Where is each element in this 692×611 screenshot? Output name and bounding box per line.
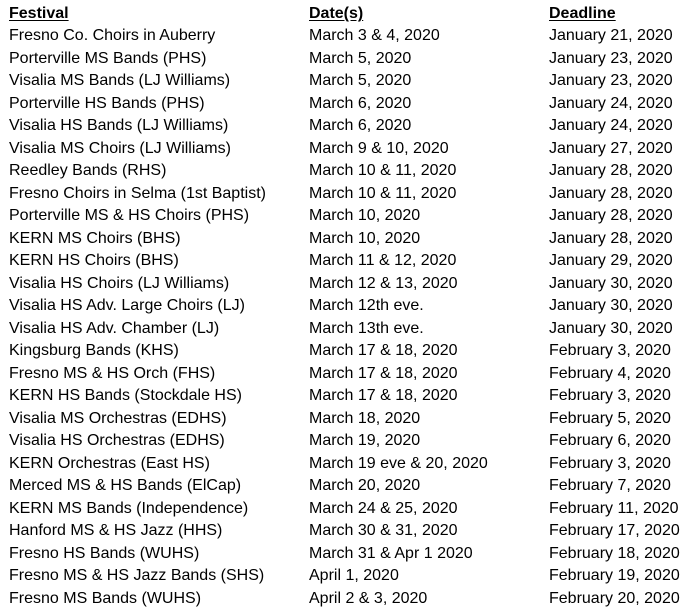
deadline-cell: February 5, 2020	[549, 409, 671, 427]
deadline-cell: February 6, 2020	[549, 432, 671, 449]
festival-cell: Reedley Bands (RHS)	[9, 162, 167, 179]
deadline-cell: January 24, 2020	[549, 94, 673, 112]
dates-cell: March 3 & 4, 2020	[309, 27, 440, 44]
deadline-cell: February 18, 2020	[549, 544, 680, 562]
deadline-cell: February 17, 2020	[549, 522, 680, 539]
table-row	[9, 48, 689, 71]
festival-cell: Fresno MS Bands (WUHS)	[9, 589, 202, 607]
table-row	[9, 543, 689, 566]
deadline-cell: January 28, 2020	[549, 162, 673, 179]
table-row	[9, 295, 689, 318]
dates-cell: March 6, 2020	[309, 117, 412, 134]
festival-cell: KERN HS Bands (Stockdale HS)	[9, 387, 242, 404]
header-deadline: Deadline	[549, 5, 616, 22]
dates-cell: March 19 eve & 20, 2020	[309, 454, 488, 472]
dates-cell: March 11 & 12, 2020	[309, 252, 457, 269]
deadline-cell: January 30, 2020	[549, 319, 673, 337]
table-row	[9, 385, 689, 408]
table-row	[9, 340, 689, 363]
dates-cell: March 17 & 18, 2020	[309, 364, 458, 382]
festival-cell: Porterville MS & HS Choirs (PHS)	[9, 207, 250, 224]
deadline-cell: January 30, 2020	[549, 274, 673, 292]
dates-cell: March 17 & 18, 2020	[309, 342, 458, 359]
header-festival: Festival	[9, 5, 69, 22]
dates-cell: March 31 & Apr 1 2020	[309, 544, 473, 562]
table-row	[9, 183, 689, 206]
festival-cell: Kingsburg Bands (KHS)	[9, 342, 179, 359]
table-row	[9, 273, 689, 296]
schedule-body	[9, 25, 689, 610]
deadline-cell: February 20, 2020	[549, 589, 680, 607]
dates-cell: March 10, 2020	[309, 229, 421, 247]
deadline-cell: February 7, 2020	[549, 477, 671, 494]
table-row	[9, 138, 689, 161]
table-row	[9, 588, 689, 611]
deadline-cell: February 3, 2020	[549, 387, 671, 404]
dates-cell: March 20, 2020	[309, 477, 421, 494]
dates-cell: March 9 & 10, 2020	[309, 139, 449, 157]
dates-cell: March 12 & 13, 2020	[309, 274, 458, 292]
dates-cell: March 24 & 25, 2020	[309, 499, 458, 517]
table-row	[9, 520, 689, 543]
deadline-cell: January 28, 2020	[549, 229, 673, 247]
dates-cell: March 6, 2020	[309, 94, 412, 112]
table-row	[9, 250, 689, 273]
festival-cell: Hanford MS & HS Jazz (HHS)	[9, 522, 223, 539]
dates-cell: March 5, 2020	[309, 49, 412, 67]
deadline-cell: January 27, 2020	[549, 139, 673, 157]
festival-cell: Fresno Choirs in Selma (1st Baptist)	[9, 184, 266, 202]
deadline-cell: February 4, 2020	[549, 364, 671, 382]
deadline-cell: January 23, 2020	[549, 72, 673, 89]
festival-cell: Porterville HS Bands (PHS)	[9, 94, 205, 112]
table-row	[9, 430, 689, 453]
festival-cell: Porterville MS Bands (PHS)	[9, 49, 207, 67]
dates-cell: April 1, 2020	[309, 567, 399, 584]
festival-cell: KERN Orchestras (East HS)	[9, 454, 210, 472]
dates-cell: March 10, 2020	[309, 207, 421, 224]
deadline-cell: January 21, 2020	[549, 27, 673, 44]
festival-cell: Fresno Co. Choirs in Auberry	[9, 27, 216, 44]
deadline-cell: January 28, 2020	[549, 207, 673, 224]
festival-cell: Fresno MS & HS Orch (FHS)	[9, 364, 216, 382]
festival-cell: Visalia HS Adv. Chamber (LJ)	[9, 319, 220, 337]
table-row	[9, 475, 689, 498]
festival-cell: Visalia HS Adv. Large Choirs (LJ)	[9, 297, 245, 314]
festival-cell: Visalia HS Bands (LJ Williams)	[9, 117, 229, 134]
deadline-cell: January 28, 2020	[549, 184, 673, 202]
dates-cell: April 2 & 3, 2020	[309, 589, 428, 607]
table-row	[9, 205, 689, 228]
table-row	[9, 160, 689, 183]
deadline-cell: January 30, 2020	[549, 297, 673, 314]
dates-cell: March 10 & 11, 2020	[309, 184, 457, 202]
deadline-cell: January 29, 2020	[549, 252, 673, 269]
dates-cell: March 10 & 11, 2020	[309, 162, 457, 179]
festival-cell: Fresno MS & HS Jazz Bands (SHS)	[9, 567, 265, 584]
table-row	[9, 453, 689, 476]
festival-cell: KERN HS Choirs (BHS)	[9, 252, 179, 269]
table-row	[9, 70, 689, 93]
table-row	[9, 228, 689, 251]
festival-cell: Fresno HS Bands (WUHS)	[9, 544, 200, 562]
festival-cell: KERN MS Bands (Independence)	[9, 499, 249, 517]
header-dates: Date(s)	[309, 5, 364, 22]
table-row	[9, 498, 689, 521]
dates-cell: March 17 & 18, 2020	[309, 387, 458, 404]
deadline-cell: February 19, 2020	[549, 567, 680, 584]
festival-schedule-table	[9, 3, 689, 610]
table-row	[9, 115, 689, 138]
festival-cell: Visalia MS Orchestras (EDHS)	[9, 409, 227, 427]
deadline-cell: February 11, 2020	[549, 499, 679, 517]
table-row	[9, 318, 689, 341]
dates-cell: March 30 & 31, 2020	[309, 522, 458, 539]
festival-cell: Merced MS & HS Bands (ElCap)	[9, 477, 242, 494]
header-row	[9, 3, 689, 25]
dates-cell: March 18, 2020	[309, 409, 421, 427]
table-row	[9, 93, 689, 116]
table-row	[9, 25, 689, 48]
table-row	[9, 408, 689, 431]
deadline-cell: February 3, 2020	[549, 454, 671, 472]
festival-cell: Visalia HS Choirs (LJ Williams)	[9, 274, 230, 292]
deadline-cell: February 3, 2020	[549, 342, 671, 359]
table-row	[9, 363, 689, 386]
dates-cell: March 19, 2020	[309, 432, 421, 449]
dates-cell: March 12th eve.	[309, 297, 424, 314]
festival-cell: Visalia HS Orchestras (EDHS)	[9, 432, 225, 449]
dates-cell: March 13th eve.	[309, 319, 424, 337]
festival-cell: Visalia MS Choirs (LJ Williams)	[9, 139, 231, 157]
table-row	[9, 565, 689, 588]
dates-cell: March 5, 2020	[309, 72, 412, 89]
deadline-cell: January 23, 2020	[549, 49, 673, 67]
festival-cell: Visalia MS Bands (LJ Williams)	[9, 72, 231, 89]
festival-cell: KERN MS Choirs (BHS)	[9, 229, 181, 247]
deadline-cell: January 24, 2020	[549, 117, 673, 134]
